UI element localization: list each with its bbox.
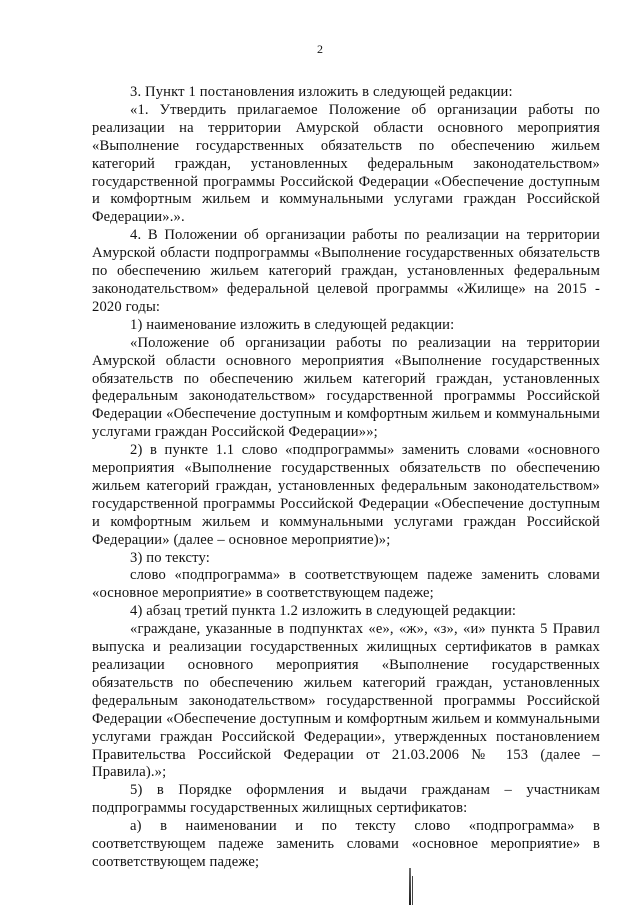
paragraph-item-3: 3. Пункт 1 постановления изложить в следующей редакции: xyxy=(130,84,513,100)
document-body xyxy=(92,84,600,872)
paragraph-subitem-3: 3) по тексту: xyxy=(130,549,210,566)
paragraph-subitem-2: 2) в пункте 1.1 слово «подпрограммы» заменить словами «основного мероприятия «Выполнение государственных обязательств по обеспечению жильем категорий граждан, установленных федеральным законодательством» государственной программы Российской Федерации «Обеспечение доступным и комфортным жильем и коммунальными услугами граждан Российской Федерации» (далее – основное мероприятие)»; xyxy=(92,442,600,548)
scan-artifact-line xyxy=(409,868,411,905)
paragraph-subitem-1: 1) наименование изложить в следующей редакции: xyxy=(130,316,455,333)
paragraph-subitem-4: 4) абзац третий пункта 1.2 изложить в следующей редакции: xyxy=(130,603,517,620)
page-number: 2 xyxy=(317,42,323,56)
paragraph-item-4: 4. В Положении об организации работы по реализации на территории Амурской области подпрограммы «Выполнение государственных обязательств по обеспечению жильем категорий граждан, установленных федеральным законодательством» федеральной целевой программы «Жилище» на 2015 - 2020 годы: xyxy=(92,227,600,315)
paragraph-subitem-a: а) в наименовании и по тексту слово «подпрограмма» в соответствующем падеже заменить словами «основное мероприятие» в соответствующем падеже; xyxy=(92,818,600,870)
paragraph-quoted-item-1: «1. Утвердить прилагаемое Положение об организации работы по реализации на территории Амурской области основного мероприятия «Выполнение государственных обязательств по обеспечению жильем категорий граждан, установленных федеральным законодательством» государственной программы Российской Федерации «Обеспечение доступным и комфортным жильем и коммунальными услугами граждан Российской Федерации».». xyxy=(92,101,600,226)
paragraph-subitem-5: 5) в Порядке оформления и выдачи гражданам – участникам подпрограммы государственных жилищных сертификатов: xyxy=(92,782,600,817)
paragraph-quoted-citizens: «граждане, указанные в подпунктах «е», «ж», «з», «и» пункта 5 Правил выпуска и реализации государственных жилищных сертификатов в рамках реализации основного мероприятия «Выполнение государственных обязательств по обеспечению жильем категорий граждан, установленных федеральным законодательством» государственной программы Российской Федерации «Обеспечение доступным и комфортным жильем и коммунальными услугами граждан Российской Федерации», утвержденных постановлением Правительства Российской Федерации от 21.03.2006 № 153 (далее – Правила).»; xyxy=(92,621,600,781)
paragraph-quoted-title: «Положение об организации работы по реализации на территории Амурской области основного мероприятия «Выполнение государственных обязательств по обеспечению жильем категорий граждан, установленных федеральным законодательством» государственной программы Российской Федерации «Обеспечение доступным и комфортным жильем и коммунальными услугами граждан Российской Федерации»»; xyxy=(92,334,600,441)
scan-artifact-line-secondary xyxy=(412,876,413,905)
paragraph-replace-word: слово «подпрограмма» в соответствующем падеже заменить словами «основное мероприятие» в соответствующем падеже; xyxy=(92,567,600,602)
